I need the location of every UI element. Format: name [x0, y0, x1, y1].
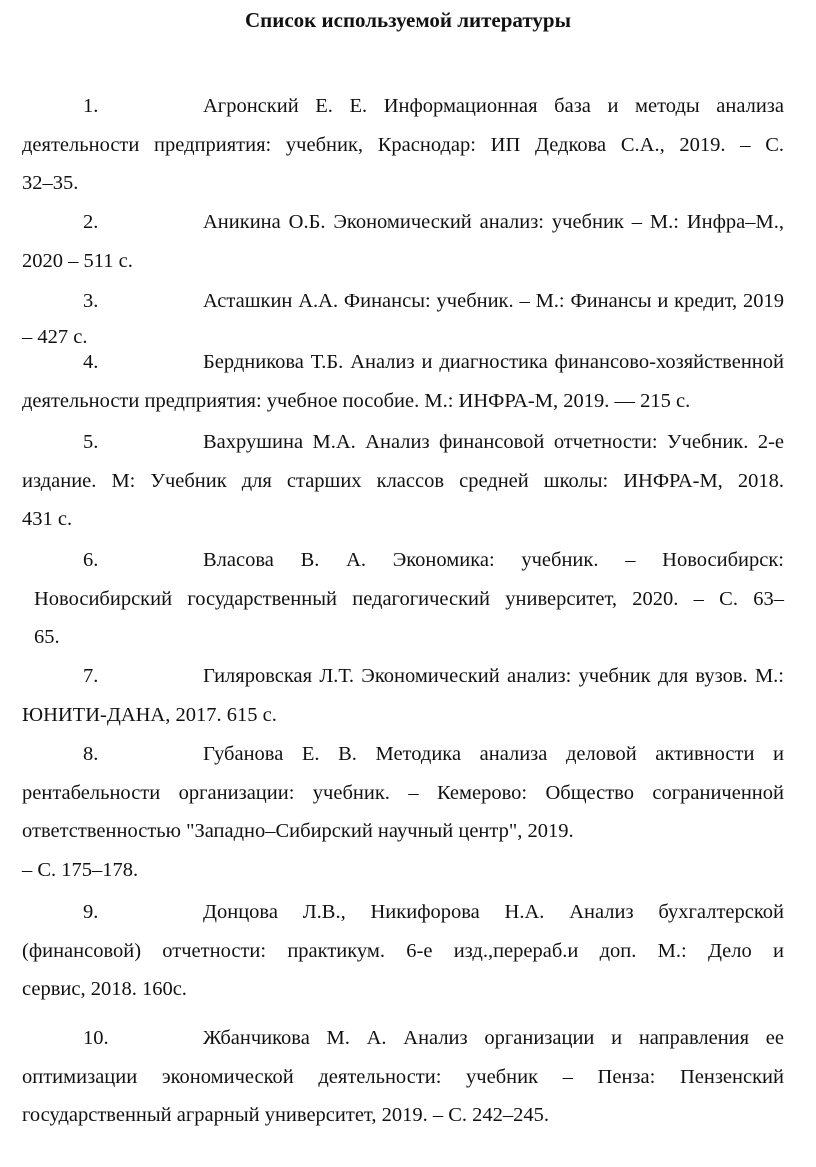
- reference-line: ответственностью "Западно–Сибирский научный центр", 2019.: [22, 820, 574, 842]
- reference-first-line: [22, 893, 784, 932]
- reference-item: [22, 203, 784, 280]
- reference-number: 3.: [83, 290, 99, 312]
- reference-line: – С. 175–178.: [22, 858, 139, 881]
- reference-item: [22, 1019, 784, 1135]
- reference-line: деятельности предприятия: учебник, Краснодар: ИП Дедкова С.А., 2019. – С.: [22, 133, 784, 156]
- reference-first-line: [22, 87, 784, 126]
- reference-number: 4.: [83, 351, 99, 373]
- reference-first-line: [22, 657, 784, 696]
- reference-line: рентабельности организации: учебник. – Кемерово: Общество сограниченной: [22, 781, 784, 804]
- reference-text: Донцова Л.В., Никифорова Н.А. Анализ бухгалтерской: [203, 901, 784, 923]
- reference-text: Вахрушина М.А. Анализ финансовой отчетности: Учебник. 2-е: [203, 431, 784, 453]
- reference-line: 65.: [34, 626, 60, 648]
- reference-number: 5.: [83, 431, 99, 453]
- reference-line: Новосибирский государственный педагогический университет, 2020. – С. 63–: [34, 587, 784, 610]
- reference-text: Агронский Е. Е. Информационная база и методы анализа: [203, 95, 784, 117]
- reference-item: [22, 423, 784, 539]
- reference-text: Аникина О.Б. Экономический анализ: учебник – М.: Инфра–М.,: [203, 211, 784, 233]
- reference-item: [22, 87, 784, 203]
- reference-line: ЮНИТИ-ДАНА, 2017. 615 с.: [22, 703, 277, 726]
- reference-number: 2.: [83, 211, 99, 233]
- reference-line: 32–35.: [22, 172, 79, 194]
- reference-number: 10.: [83, 1027, 109, 1049]
- reference-first-line: [22, 1019, 784, 1058]
- reference-text: Асташкин А.А. Финансы: учебник. – М.: Финансы и кредит, 2019: [203, 290, 784, 312]
- reference-first-line: [22, 203, 784, 242]
- reference-number: 7.: [83, 665, 99, 687]
- reference-item: [22, 343, 784, 420]
- reference-first-line: [22, 735, 784, 774]
- reference-number: 1.: [83, 95, 99, 117]
- reference-text: Власова В. А. Экономика: учебник. – Новосибирск:: [203, 549, 784, 571]
- reference-line: 2020 – 511 с.: [22, 249, 133, 272]
- reference-line: – 427 с.: [22, 326, 88, 348]
- reference-first-line: [22, 343, 784, 382]
- reference-item: [22, 735, 784, 889]
- reference-first-line: [22, 423, 784, 462]
- reference-number: 9.: [83, 901, 99, 923]
- reference-number: 8.: [83, 743, 99, 765]
- reference-line: деятельности предприятия: учебное пособие. М.: ИНФРА-М, 2019. — 215 с.: [22, 389, 691, 412]
- reference-number: 6.: [83, 549, 99, 571]
- reference-line: издание. М: Учебник для старших классов средней школы: ИНФРА-М, 2018.: [22, 469, 784, 492]
- reference-text: Гиляровская Л.Т. Экономический анализ: учебник для вузов. М.:: [203, 665, 784, 687]
- reference-text: Бердникова Т.Б. Анализ и диагностика финансово-хозяйственной: [203, 351, 784, 373]
- reference-line: сервис, 2018. 160с.: [22, 978, 187, 1000]
- reference-text: Губанова Е. В. Методика анализа деловой активности и: [203, 743, 784, 765]
- reference-first-line: [22, 283, 784, 319]
- reference-item: [22, 893, 784, 1009]
- reference-item: [22, 657, 784, 734]
- reference-line: 431 с.: [22, 508, 73, 530]
- reference-text: Жбанчикова М. А. Анализ организации и направления ее: [203, 1027, 784, 1049]
- reference-line: оптимизации экономической деятельности: учебник – Пенза: Пензенский: [22, 1065, 784, 1088]
- page-title: Список используемой литературы: [245, 8, 571, 32]
- reference-item: [34, 541, 784, 657]
- reference-first-line: [34, 541, 784, 580]
- reference-line: государственный аграрный университет, 2019. – С. 242–245.: [22, 1104, 550, 1126]
- reference-line: (финансовой) отчетности: практикум. 6-е изд.,перераб.и доп. М.: Дело и: [22, 939, 784, 962]
